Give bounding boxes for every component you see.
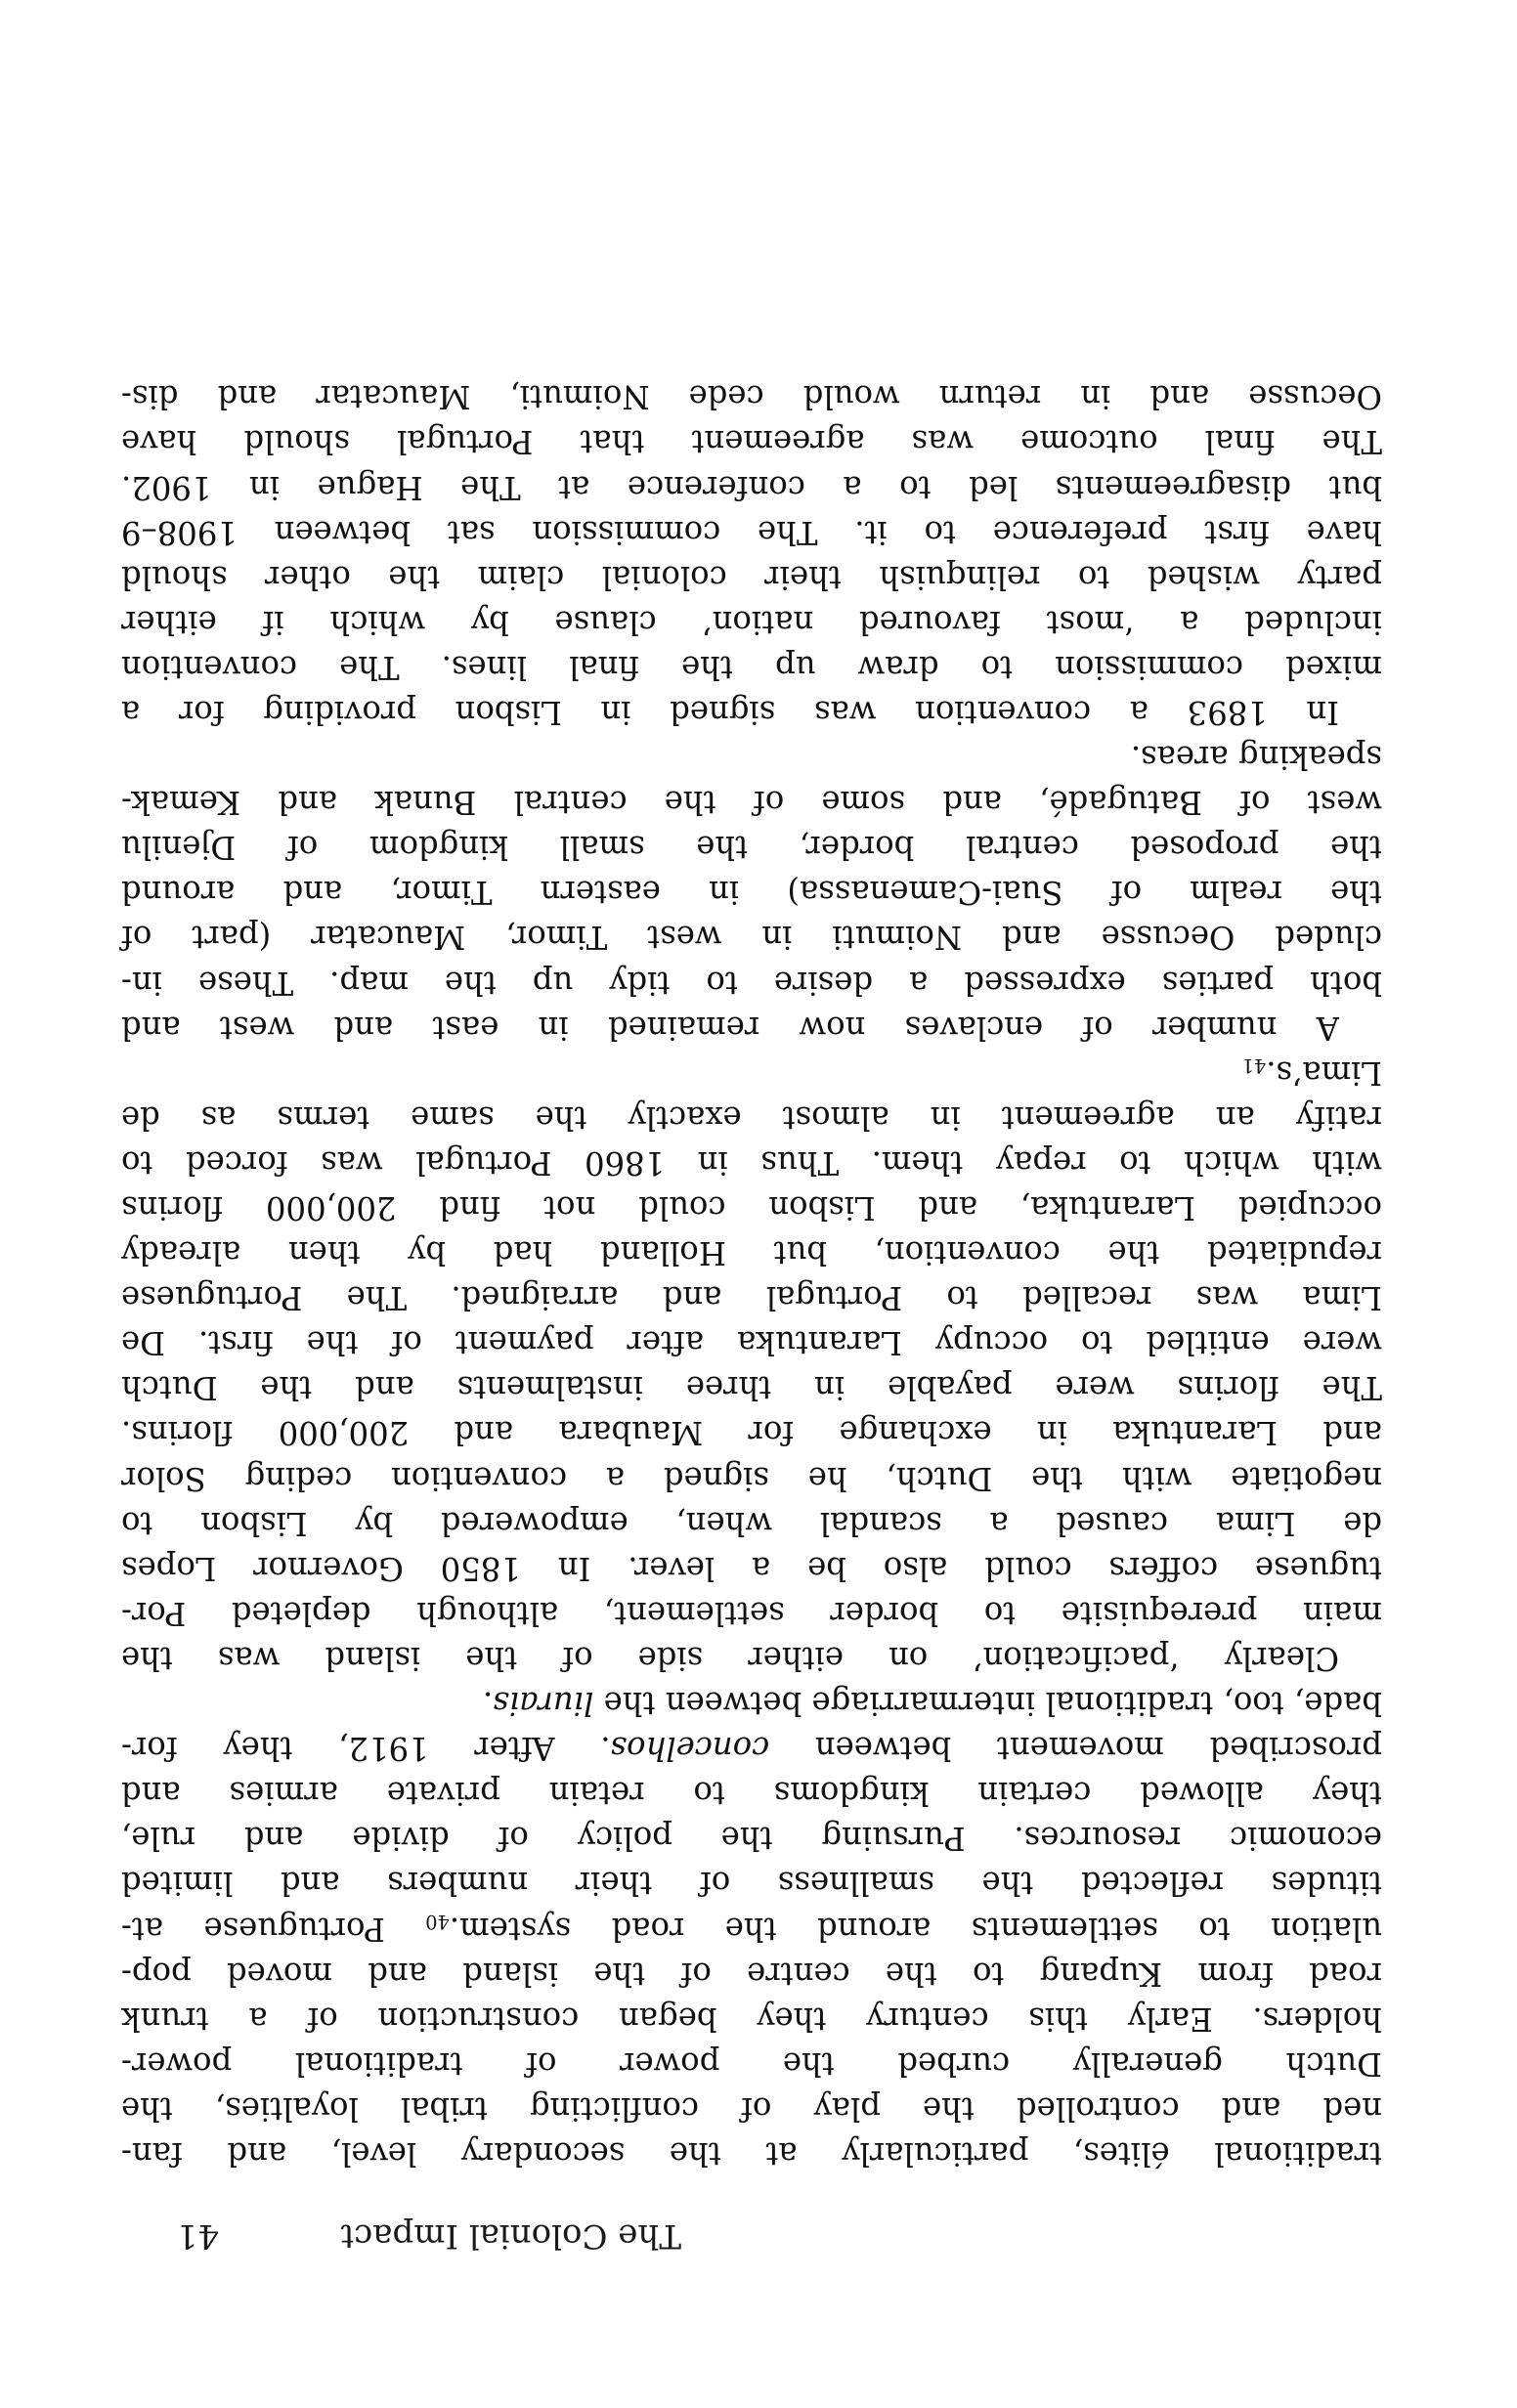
page-number: 41 — [176, 2216, 219, 2256]
body-text — [121, 374, 1382, 2176]
text-line: west of Batugadé, and some of the central Bunak and Kemak- — [121, 784, 1382, 822]
paragraph-4 — [121, 374, 1382, 735]
text-line: party wished to relinquish their colonial claim the other should — [121, 558, 1382, 596]
text-line: A number of enclaves now remained in east and west and — [121, 1009, 1339, 1047]
text-line: occupied Larantuka, and Lisbon could not find 200,000 florins — [121, 1189, 1382, 1227]
text-line: holders. Early this century they began construction of a trunk — [121, 2000, 1382, 2038]
text-line: main prerequisite to border settlement, although depleted Por- — [121, 1594, 1382, 1632]
text-line: speaking areas. — [1130, 739, 1382, 777]
text-line: were entitled to occupy Larantuka after payment of the first. De — [121, 1324, 1382, 1362]
footnote-ref-41: 41 — [1241, 1054, 1267, 1077]
text-line: The final outcome was agreement that Portugal should have — [121, 423, 1382, 461]
text-line: economic resources. Pursuing the policy of divide and rule, — [121, 1820, 1382, 1858]
running-title: The Colonial Impact — [340, 2216, 681, 2256]
italic-term: liurais — [493, 1685, 594, 1723]
text-segment: . — [483, 1685, 494, 1723]
text-line — [121, 1726, 1382, 1771]
italic-term: concelhos — [610, 1730, 770, 1768]
text-line: ratify an agreement in almost exactly the same terms as de — [121, 1098, 1382, 1137]
paragraph-1 — [121, 1681, 1382, 2176]
text-line: titudes reflected the smallness of their numbers and limited — [121, 1865, 1382, 1903]
paragraph-2 — [121, 1051, 1382, 1681]
text-segment: ulation to settlements around the road system. — [449, 1910, 1382, 1948]
text-line: road from Kupang to the centre of the island and moved pop- — [121, 1955, 1382, 1993]
text-line: included a ‘most favoured nation’ clause by which if either — [121, 603, 1382, 641]
text-line: Lima was recalled to Portugal and arraigned. The Portuguese — [121, 1279, 1382, 1317]
text-line: The florins were payable in three instalments and the Dutch — [121, 1369, 1382, 1407]
text-segment: Portuguese at- — [121, 1910, 426, 1948]
text-line: tuguese coffers could also be a lever. In 1850 Governor Lopes — [121, 1549, 1382, 1587]
text-line: Dutch generally curbed the power of traditional power- — [121, 2044, 1382, 2083]
text-line: have first preference to it. The commission sat between 1908–9 — [121, 513, 1382, 551]
text-line — [121, 1681, 1382, 1726]
text-line: ned and controlled the play of conflicting tribal loyalties, the — [121, 2089, 1382, 2128]
text-segment: Lima’s. — [1266, 1054, 1382, 1092]
paragraph-3 — [121, 735, 1382, 1051]
text-line — [121, 1051, 1382, 1096]
text-line: and Larantuka in exchange for Maubara and 200,000 florins. — [121, 1414, 1382, 1452]
text-line: Oecusse and in return would cede Noimuti, Maucatar and dis- — [121, 378, 1382, 416]
text-line: repudiated the convention, but Holland had by then already — [121, 1234, 1382, 1272]
text-line: both parties expressed a desire to tidy up the map. These in- — [121, 964, 1382, 1002]
text-line: they allowed certain kingdoms to retain private armies and — [121, 1775, 1382, 1813]
text-segment: . After 1912, they for- — [121, 1730, 611, 1768]
text-line: In 1893 a convention was signed in Lisbon providing for a — [121, 694, 1339, 731]
text-line: traditional élites, particularly at the secondary level, and fan- — [121, 2135, 1382, 2172]
footnote-ref-40: 40 — [425, 1910, 450, 1933]
text-line: the realm of Suai-Camenassa) in eastern Timor, and around — [121, 874, 1382, 912]
text-line: the proposed central border, the small kingdom of Djenilu — [121, 829, 1382, 867]
text-segment: bade, too, traditional intermarriage between the — [593, 1685, 1382, 1723]
text-line: de Lima caused a scandal when, empowered by Lisbon to — [121, 1504, 1382, 1542]
text-line: mixed commission to draw up the final lines. The convention — [121, 648, 1382, 686]
text-segment: proscribed movement between — [769, 1730, 1382, 1768]
text-line: but disagreements led to a conference at The Hague in 1902. — [121, 468, 1382, 506]
text-line: negotiate with the Dutch, he signed a convention ceding Solor — [121, 1459, 1382, 1497]
text-line: cluded Oecusse and Noimuti in west Timor, Maucatar (part of — [121, 919, 1382, 957]
text-line: Clearly ‘pacification’ on either side of the island was the — [121, 1639, 1339, 1677]
text-line: with which to repay them. Thus in 1860 Portugal was forced to — [121, 1143, 1382, 1182]
text-line — [121, 1906, 1382, 1951]
